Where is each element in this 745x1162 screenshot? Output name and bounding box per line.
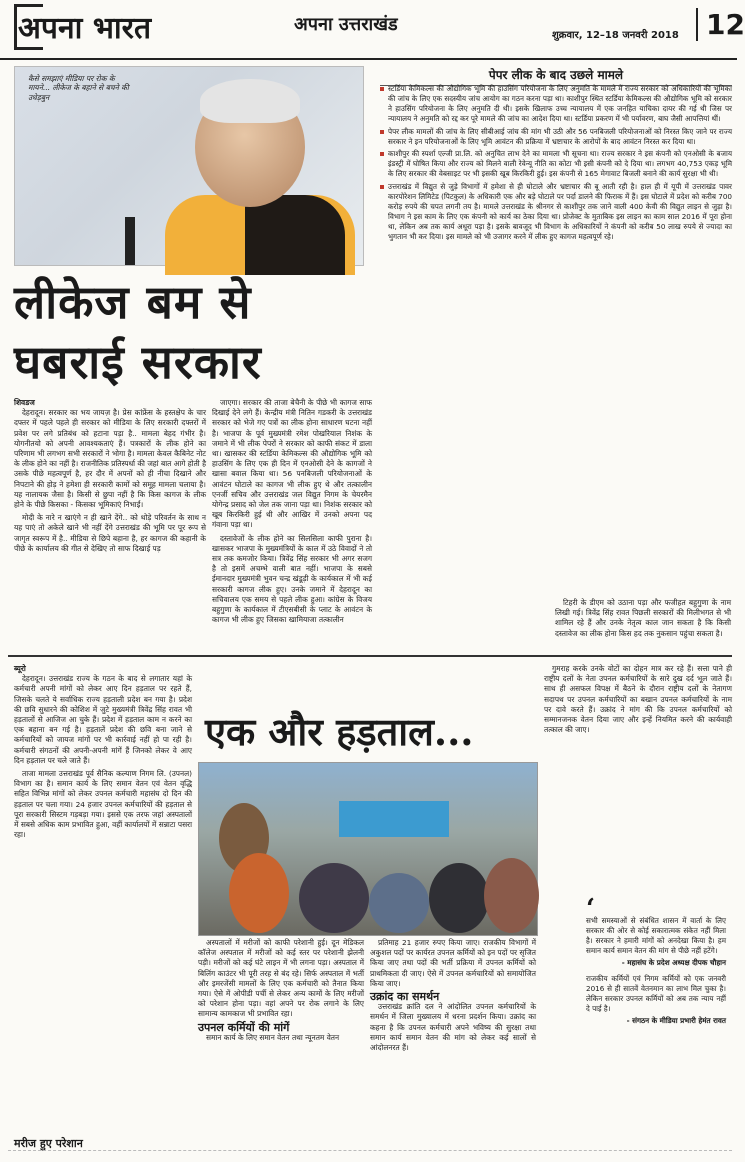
story1-column-1: [14, 398, 206, 557]
quote-1-attribution: - महासंघ के प्रदेश अध्यक्ष दीपक चौहान: [621, 958, 726, 967]
sidebar-item: काशीपुर की स्पर्शा एल्जी प्रा.लि. को अनुचित लाभ देने का मामला भी सूचना था। राज्य सरकार ने इस कंपनी को एनओसी के बजाय इंडस्ट्री में घोषित किया और राज्य को मिलने वाली रेवेन्यू नीति का कोटा भी इसी कंपनी को दे दिया था। लगभग 40,753 एकड़ भूमि के लिए सरकार की वेबसाइट पर भी इसकी खूब किरकिरी हुई। इस कंपनी से 165 मेगावाट बिजली बनाने की कार्य सुरक्षा भी थी।: [380, 149, 732, 179]
story1-byline: शिवडज: [14, 398, 35, 407]
quote-mark-icon: ‘: [586, 894, 596, 924]
story1-para: मोदी के नारे न खाएंगे न ही खाने देंगे.. को थोड़े परिवर्तन के साथ न यह पाएं तो अकेले खाने भी नहीं देंगे उत्तराखंड की भूमि पर पूर रूप से जागृत स्वरूप में है.. मीडिया से छिपे बहाना है, हर कागज की कहानी के पीछे के कार्यालय की गीत से देखिए तो साफ दिखाई पड़: [14, 513, 206, 553]
story2-column-1: [14, 664, 192, 1134]
photo-figure-hair: [200, 79, 300, 123]
sidebar-list: [380, 84, 732, 594]
sidebar-item: पेपर लीक मामलों की जांच के लिए सीबीआई जांच की मांग भी उठी और 56 पनबिजली परियोजनाओं को निरस्त किए जाने पर राज्य सरकार ने इन परियोजनाओं के लिए भूमि आवंटन की प्रक्रिया में भ्रष्टाचार के आरोपों के बाद आवंटन निरस्त कर दिया था।: [380, 127, 732, 147]
photo-caption: कैसे समझाएं मीडिया पर रोक के मायने... लीकेज के बहाने से बचने की उधेड़बुन: [28, 74, 129, 102]
story1-column-4: [555, 598, 731, 642]
photo-person: [299, 863, 369, 933]
main-headline: लीकेज बम से घबराई सरकार: [14, 275, 262, 389]
page-number: 12: [696, 8, 745, 41]
subhead-ukd-support: उक्रांद का समर्थन: [370, 990, 440, 1004]
quote-2: राजकीय कर्मियों एवं निगम कर्मियों को एक जनवरी 2016 से ही सातवें वेतनमान का लाभ मिल चुका है। लेकिन सरकार उपनल कर्मियों को अब तक न्याय नहीं दे पाई है।: [586, 974, 726, 1013]
story2-para: समान कार्य के लिए समान वेतन तथा न्यूनतम वेतन: [206, 1032, 340, 1042]
section-divider: [8, 655, 732, 657]
photo-person: [369, 873, 429, 933]
story1-para: दस्तावेजों के लीक होने का सिलसिला काफी पुराना है। खासकर भाजपा के मुख्यमंत्रियों के काल में उठे विवादों ने तो सत्र तक कमजोर किया। त्रिवेंद्र सिंह सरकार भी अगर सजग है तो इसमें अचम्भे वाली बात नहीं। भाजपा के सबसे ईमानदार मुख्यमंत्री भुवन चन्द्र खंडूड़ी के कार्यकाल में भी कई सरकारी कागज लीक हुए। उनके जमाने में देहरादून का सचिवालय एक समय से पहले लीक हुआ। कांग्रेस के विजय बहुगुणा के कार्यकाल में टीएसबीसी के प्लाट के आवंटन के कागज भी लीक हुए जिसका खामियाजा तत्कालीन: [212, 533, 372, 625]
sidebar-item: स्टर्डिया केमिकल्स की औद्योगिक भूमि की हाउसिंग परियोजना के लिए अनुमति के मामले में राज्य सरकार को अधिकारियों की भूमिका की जांच के लिए एक सदस्यीय जांच आयोग का गठन करना पड़ा था। काशीपुर स्थित स्टर्डिया केमिकल्स की औद्योगिक भूमि को सरकार ने हाउसिंग परियोजना के लिए अनुमति दी थी। इसके खिलाफ उच्च न्यायालय में एक जनहित याचिका दायर की गई थी जिस पर न्यायालय ने अनुमति को रद्द कर पूरे मामले की जांच का आदेश दिया था। स्टर्डिया प्रकरण में भी पर्यावरण, बाघ जैसी आपत्तियां थीं।: [380, 84, 732, 124]
protest-photo: [198, 762, 538, 936]
strike-headline: एक और हड़ताल...: [205, 709, 474, 754]
quote-1: सभी समस्याओं से संबंधित शासन में वार्ता के लिए सरकार की ओर से कोई सकारात्मक संकेत नहीं मिला है। सरकार ने हमारी मांगों को अनदेखा किया है। हम समान कार्य समान वेतन की मांग से पीछे नहीं हटेंगे।: [586, 916, 726, 955]
story2-subhead-block: [14, 1136, 192, 1151]
story1-column-2: [212, 398, 372, 628]
subhead-demands: उपनल कर्मियों की मांगें: [198, 1020, 290, 1034]
story2-para: देहरादून। उत्तराखंड राज्य के गठन के बाद से लगातार यहां के कर्मचारी अपनी मांगों को लेकर आए दिन हड़ताल पर रहते हैं, जिसके चलते ये सर्वाधिक राज्य हड़ताली प्रदेश बन गया है। प्रदेश की छवि सुधारने की कोशिश में जुटे मुख्यमंत्री त्रिवेंद्र सिंह रावत भी हड़तालों से आजिज आ चुके हैं। प्रदेश में हड़ताल काम न करने का एक बहाना बन गई है। हड़तालें प्रदेश की छवि बना जाने से कर्मचारियों को जायज मांगों पर भी कार्रवाई नहीं हो पा रही है। कर्मचारी संगठनों की अपनी-अपनी मांगें हैं जिनको लेकर वे आए दिन हड़ताल पर चले जाते हैं।: [14, 674, 192, 765]
brand-logo: अपना भारत: [18, 11, 152, 46]
story2-column-2: [198, 938, 364, 1046]
protest-banner: [339, 801, 449, 837]
story2-para: ताजा मामला उत्तराखंड पूर्व सैनिक कल्याण निगम लि. (उपनल) विभाग का है। समान कार्य के लिए समान वेतन एवं वेतन वृद्धि सहित विभिन्न मांगों को लेकर उपनल कर्मचारी महासंघ दो दिन की हड़ताल पर चला गया। 24 हजार उपनल कर्मचारियों की हड़ताल से पूरा सरकारी सिस्टम गड़बड़ा गया। इससे एक तरफ जहां अस्पतालों में सबसे अधिक काम प्रभावित हुआ, वहीं कार्यालयों में सन्नाटा पसरा रहा।: [14, 769, 192, 840]
issue-date: शुक्रवार, 12–18 जनवरी 2018: [552, 30, 679, 41]
story2-para: उत्तराखंड क्रांति दल ने आंदोलित उपनल कर्मचारियों के समर्थन में जिला मुख्यालय में धरना प्रदर्शन किया। उक्रांद का कहना है कि उपनल कर्मचारी अपने भविष्य की सुरक्षा तथा समान कार्य समान वेतन की मांग को लेकर कई सालों से आंदोलनरत हैं।: [370, 1002, 536, 1053]
sidebar-title: पेपर लीक के बाद उछले मामले: [380, 66, 732, 86]
quote-2-attribution: - संगठन के मीडिया प्रभारी हेमंत रावत: [626, 1016, 726, 1025]
story2-column-3: [370, 938, 536, 1056]
story2-para: गुमराह करके उनके वोटों का दोहन मात्र कर रहे हैं। सत्ता पाने ही राष्ट्रीय दलों के नेता उपनल कर्मचारियों के सारे दुख दर्द भूल जाते हैं। साथ ही असफल विपक्ष में बैठने के दौरान राष्ट्रीय दलों के नेतागण सदापथ पर उपनल कर्मचारियों का बखान उपनल कर्मचारियों के नाम पर दावे करते हैं। उक्रांद ने मांग की कि उपनल कर्मचारियों को सम्मानजनक वेतन दिया जाए और इन्हें नियमित करने की कार्यवाही तत्काल की जाए।: [544, 664, 732, 735]
story1-para: टिहरी के डीएम को उठाना पड़ा और फजीहत बहुगुणा के नाम लिखी गई। त्रिवेंद्र सिंह रावत पिछली सरकारों की मिलीभगत से भी शामिल रहे हैं और उनके नेतृत्व काल जान सकता है कि किसी दस्तावेज का लीक होना किस हद तक नुकसान पहुंचा सकता है।: [555, 598, 731, 638]
photo-figure-vest: [245, 195, 345, 275]
story1-para: देहरादून। सरकार का भय जायज़ है। प्रेस कांफ्रेंस के हस्तक्षेप के चार दफ्तर में पहले पहले ही सरकार को मीडिया के लिए सरकारी दफ्तरों में प्रवेश पर लगे प्रतिबंध को हटाना पड़ा है.. मामला बेहद गंभीर है। योगनीतयो को अपनी आवश्यकताएं हैं। पत्रकारों के लीक होने का परिणाम भी लगभग सभी सरकारों ने भोगा है। मामला केवल कैबिनेट नोट के लीक होने का नहीं है। राजनीतिक प्रतिस्पर्धा की जहां बात आगे होती है उसके पीछे महत्वपूर्ण है, हर दौर में अपनों को ही नीचा दिखाने और निपटाने की होड़ ने हमेशा ही सरकारी कामों को समूह मामला चलाया है। यह नालायक जैसा है। किसी से छुपा नहीं है कि किस कागज के लीक होने के पीछे किसका - किसका भूमिकाएं निभाईं।: [14, 408, 206, 510]
story2-para: अस्पतालों में मरीजों को काफी परेशानी हुई। दून मेडिकल कॉलेज अस्पताल में मरीजों को कई स्तर पर परेशानी झेलनी पड़ी। मरीजों को कई घंटे लाइन में भी लगना पड़ा। अस्पताल में बिलिंग काउंटर भी पूरी तरह से बंद रहे। सिर्फ अस्पताल में भर्ती और इमरजेंसी मामलों के लिए एक कर्मचारी को तैनात किया गया। ऐसे में ओपीडी पर्ची से लेकर अन्य कामों के लिए मरीजों को परेशान होना पड़ा। वहां अपने पर रोक लगाने के लिए सामान्य कामकाज भी प्रभावित रहा।: [198, 938, 364, 1019]
masthead: [0, 0, 745, 60]
story2-column-4: [544, 664, 732, 738]
story1-para: जाएगा। सरकार की ताजा बेचैनी के पीछे भी कागज साफ दिखाई देने लगे हैं। केन्द्रीय मंत्री नितिन गडकरी के उत्तराखंड सरकार को भेजे गए पत्रों का लीक होना साधारण घटना नहीं है। भाजपा के पूर्व मुख्यमंत्री रमेश पोखरियाल निशंक के जमाने में भी लीक पेपरों ने सरकार को काफी संकट में डाला था। खासकर की स्टर्डिया केमिकल्स की औद्योगिक भूमि को हाउसिंग के लिए एक ही दिन में एनओसी देने के कागजों ने खासा बवाल किया था। 56 पनबिजली परियोजनाओं के आवंटन घोटाले का कागज भी लीक हुए थे और तत्कालीन एनर्जी सचिव और उत्तराखंड जल विद्युत निगम के चेयरमैन योगेन्द्र प्रसाद को जेल तक जाना पड़ा था। निशंक सरकार को खूब किरकिरी हुई थी और आखिर में उनको अपना पद गंवाना पड़ा था।: [212, 398, 372, 530]
subhead-patients: मरीज हुए परेशान: [14, 1137, 83, 1150]
story2-para: प्रतिमाह 21 हजार रुपए किया जाए। राजकीय विभागों में अकुशल पदों पर कार्यरत उपनल कर्मियों को इन पदों पर सृजित किया जाए तथा पदों की भर्ती प्रक्रिया में उपनल कर्मियों को प्राथमिकता दी जाए। ऐसे में उपनल कर्मचारियों को समायोजित किया जाए।: [370, 938, 536, 988]
microphone-icon: [125, 217, 135, 265]
photo-person: [229, 853, 289, 933]
photo-person: [484, 858, 539, 933]
photo-person: [429, 863, 489, 933]
quote-box: [586, 894, 726, 1026]
sidebar-item: उत्तराखंड में विद्युत से जुड़े विभागों में हमेशा से ही घोटाले और भ्रष्टाचार की बू आती रही है। हाल ही में यूपी में उत्तराखंड पावर कारपोरेशन लिमिटेड (पिटकुल) के अधिकारी एक और बड़े घोटाले पर पर्दा डालने की फिराक में हैं। इस घोटाले में प्रदेश को करीब 700 करोड़ रुपये की चपत लगनी तय है। मामले उत्तराखंड के श्रीनगर से काशीपुर तक जाने वाली 400 केवी की विद्युत लाइन से जुड़ा है। विभाग ने इस काम के लिए एक कंपनी को कार्य का ठेका दिया था। प्रोजेक्ट के मुताबिक इस लाइन का काम साल 2016 में पूरा होना था, लेकिन अब तक कार्य अधूरा पड़ा है। इसके बावजूद भी विभाग के अधिकारियों ने कंपनी को करीब 50 लाख रुपये से ज्यादा का भुगतान भी कर दिया। इस मामले को भी उजागर करने में लीक हुए कागज महत्वपूर्ण रहे।: [380, 182, 732, 241]
story2-byline: ब्यूरो: [14, 664, 26, 673]
section-title: अपना उत्तराखंड: [294, 14, 398, 35]
footer-border: [8, 1150, 732, 1159]
